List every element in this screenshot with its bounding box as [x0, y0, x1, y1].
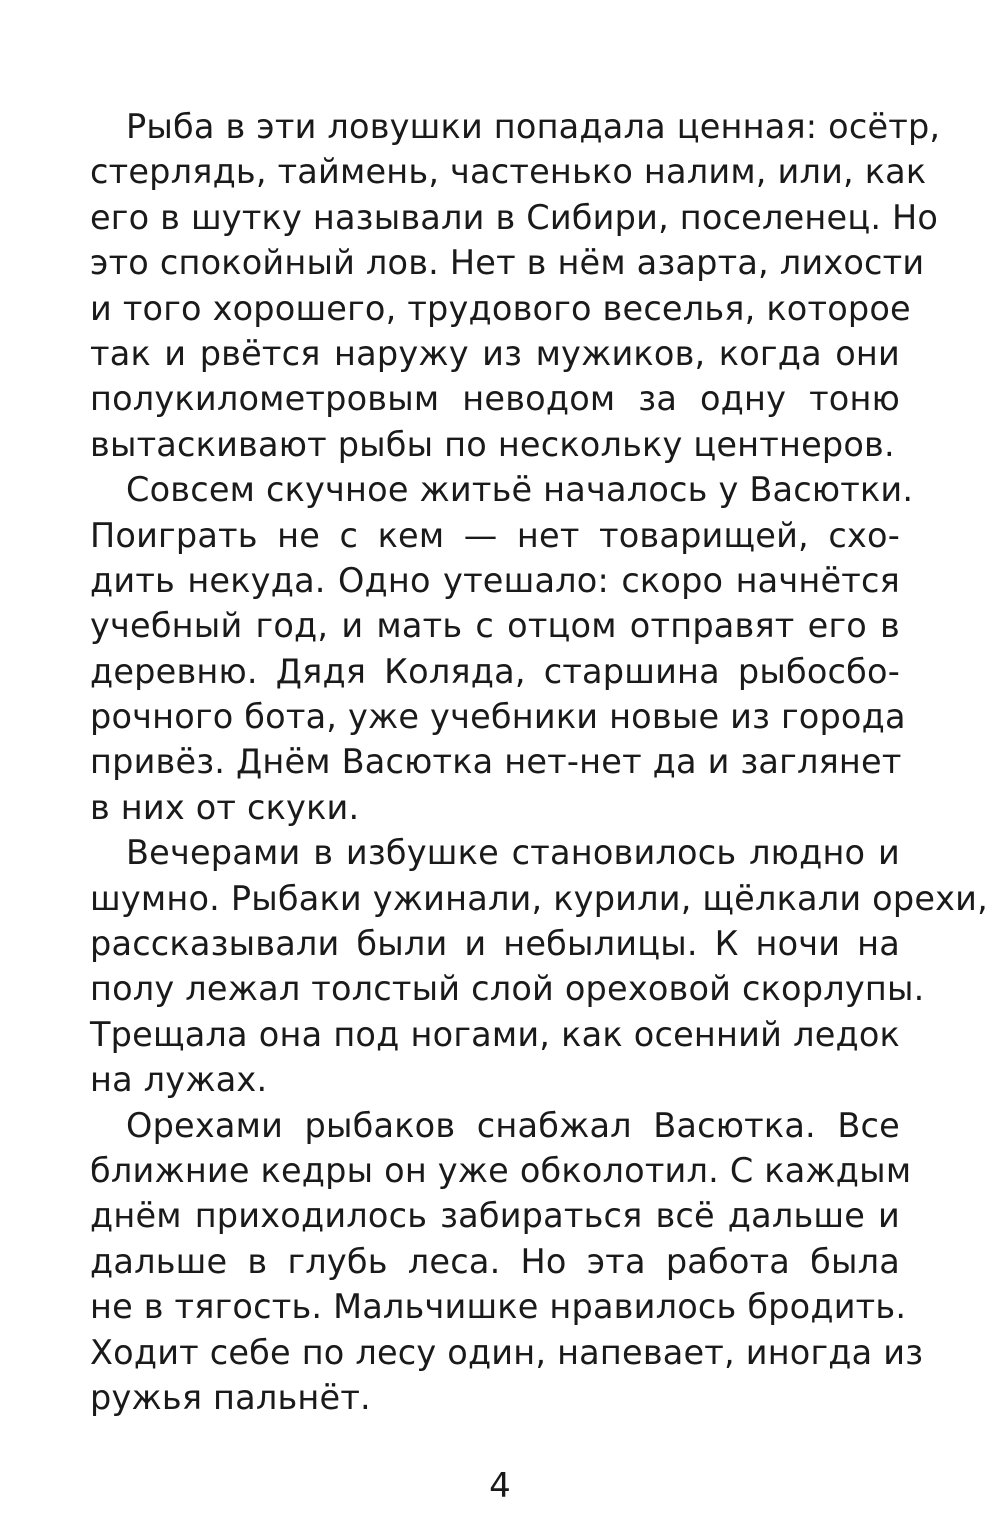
- paragraph-3-line-5: Трещала она под ногами, как осенний ледок: [90, 1014, 900, 1054]
- paragraph-1-line-1: Рыба в эти ловушки попадала ценная: осётр,: [126, 107, 941, 146]
- paragraph-2-line-2: Поиграть не с кем — нет товарищей, схо-: [90, 515, 900, 555]
- paragraph-3-line-1: Вечерами в избушке становилось людно и: [126, 833, 900, 873]
- paragraph-3-line-2: шумно. Рыбаки ужинали, курили, щёлкали орехи,: [90, 878, 988, 918]
- body-text: [90, 104, 988, 1420]
- paragraph-1-line-6: так и рвётся наружу из мужиков, когда они: [90, 333, 900, 373]
- paragraph-4-line-2: ближние кедры он уже обколотил. С каждым: [90, 1150, 912, 1190]
- paragraph-4-line-6: Ходит себе по лесу один, напевает, иногда из: [90, 1332, 924, 1372]
- paragraph-2-line-4: учебный год, и мать с отцом отправят его в: [90, 606, 900, 646]
- page-number: 4: [489, 1466, 511, 1506]
- paragraph-3-line-3: рассказывали были и небылицы. К ночи на: [90, 924, 900, 964]
- paragraph-1-line-4: это спокойный лов. Нет в нём азарта, лихости: [90, 243, 925, 283]
- paragraph-4-line-1: Орехами рыбаков снабжал Васютка. Все: [126, 1105, 900, 1145]
- paragraph-4-line-3: днём приходилось забираться всё дальше и: [90, 1196, 900, 1236]
- paragraph-1-line-2: стерлядь, таймень, частенько налим, или, как: [90, 152, 927, 192]
- paragraph-2-line-6: рочного бота, уже учебники новые из города: [90, 697, 906, 737]
- paragraph-1-line-7: полукилометровым неводом за одну тоню: [90, 379, 900, 419]
- paragraph-2-line-5: деревню. Дядя Коляда, старшина рыбосбо-: [90, 651, 900, 691]
- paragraph-3-line-4: полу лежал толстый слой ореховой скорлупы.: [90, 969, 925, 1009]
- paragraph-1-line-5: и того хорошего, трудового веселья, которое: [90, 288, 911, 328]
- paragraph-3-line-6: на лужах.: [90, 1060, 268, 1100]
- paragraph-2-line-8: в них от скуки.: [90, 787, 360, 827]
- paragraph-4-line-4: дальше в глубь леса. Но эта работа была: [90, 1241, 900, 1281]
- paragraph-2-line-3: дить некуда. Одно утешало: скоро начнётся: [90, 560, 900, 600]
- paragraph-4-line-5: не в тягость. Мальчишке нравилось бродить.: [90, 1287, 907, 1327]
- paragraph-4-line-7: ружья пальнёт.: [90, 1377, 371, 1417]
- paragraph-2-line-7: привёз. Днём Васютка нет-нет да и заглянет: [90, 742, 902, 782]
- paragraph-1-line-3: его в шутку называли в Сибири, поселенец. Но: [90, 197, 939, 237]
- paragraph-2-line-1: Совсем скучное житьё началось у Васютки.: [126, 470, 914, 510]
- paragraph-1-line-8: вытаскивают рыбы по нескольку центнеров.: [90, 424, 895, 464]
